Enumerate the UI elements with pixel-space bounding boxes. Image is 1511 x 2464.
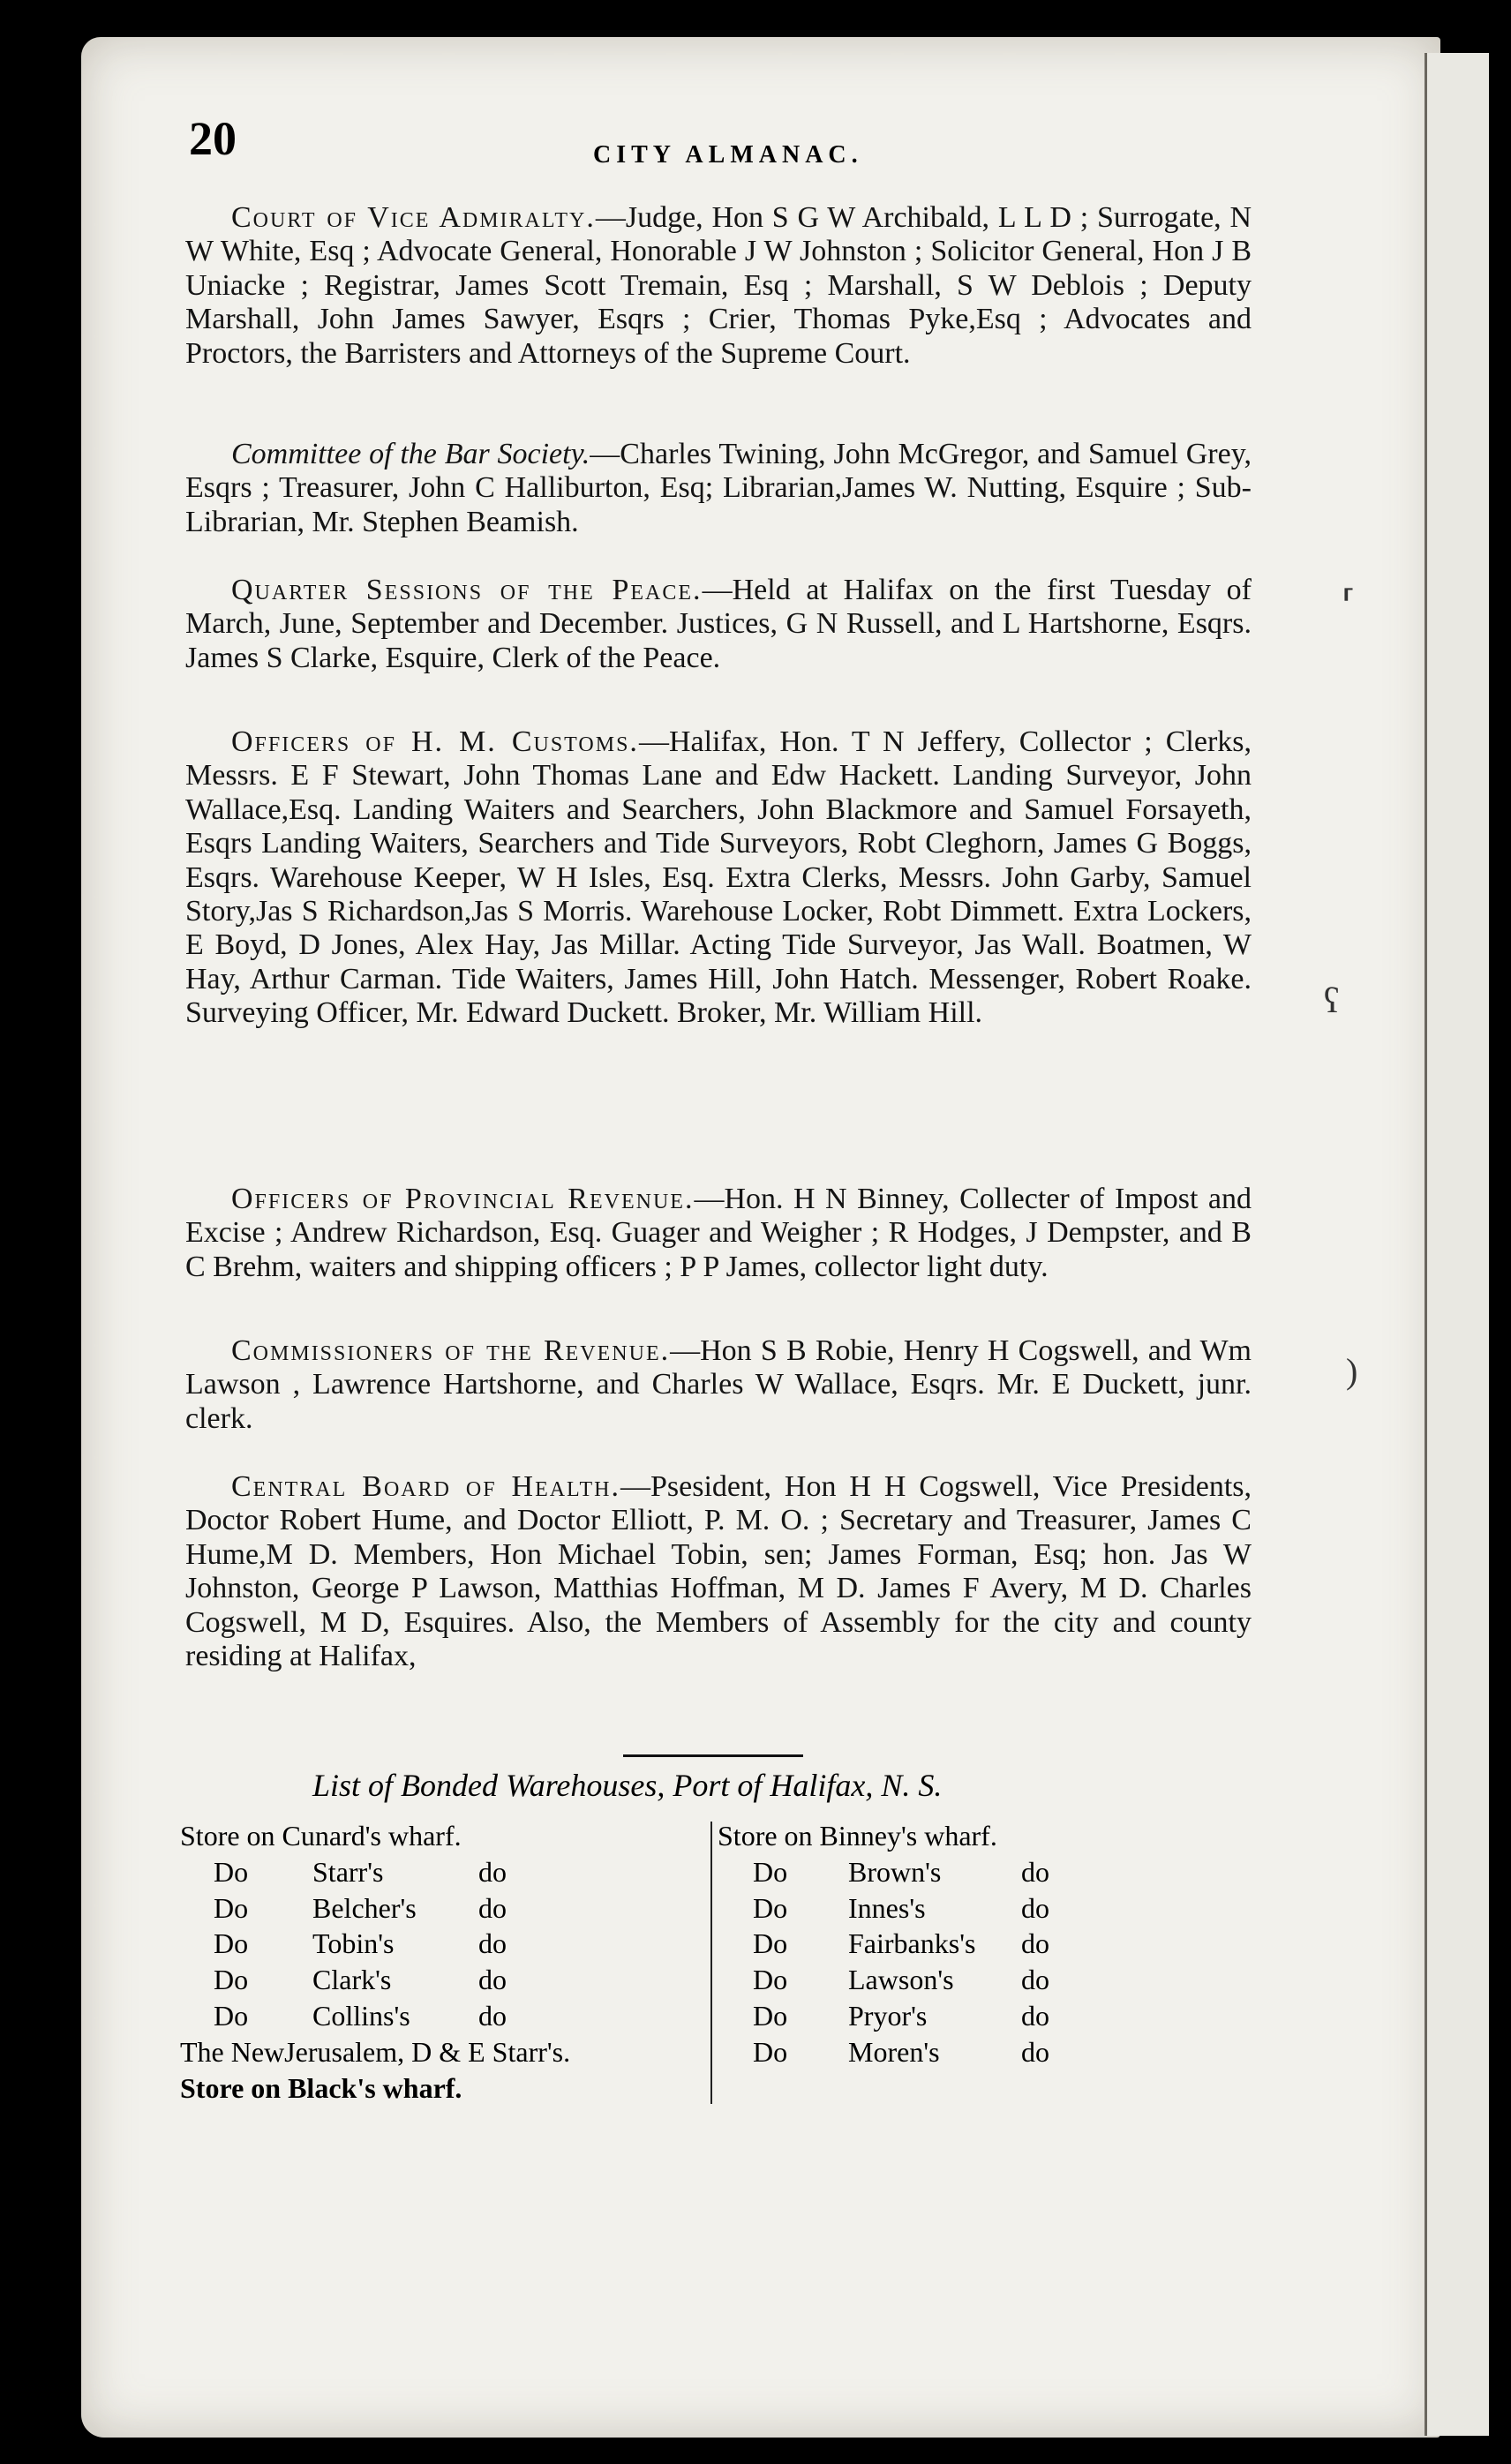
warehouse-ditto: do [478,1927,507,1960]
section-heading: Court of Vice Admiralty. [231,201,596,234]
warehouse-store: Store on Black's wharf. [180,2071,462,2104]
section-text: —Held at Halifax on the first Tuesday of March, June, September and December. Justices, G N Russell, and L Hartshorne, Esqrs. James S Clarke, Esquire, Clerk of the Peace. [185,574,1252,674]
warehouse-row [718,1962,1159,1998]
warehouse-row [180,1854,710,1890]
warehouse-row [718,1890,1159,1927]
warehouse-owner: Tobin's [312,1927,395,1960]
warehouse-owner: Starr's [312,1855,384,1888]
warehouse-row [180,1998,710,2034]
warehouse-owner: Fairbanks's [848,1927,976,1960]
paragraph-quarter-sessions [185,574,1252,675]
warehouse-store: Do [214,1855,249,1888]
warehouse-ditto: do [478,1891,507,1924]
warehouse-owner: Moren's [848,2035,940,2068]
margin-mark: ) [1346,1351,1358,1391]
warehouse-row [180,2070,710,2107]
running-head: CITY ALMANAC. [593,141,863,169]
warehouse-ditto: do [478,1999,507,2032]
warehouse-owner: Brown's [848,1855,942,1888]
paragraph-customs [185,725,1252,1031]
warehouse-store: Do [214,1927,249,1960]
warehouse-store: The NewJerusalem, D & E Starr's. [180,2035,571,2068]
paragraph-provincial-revenue [185,1183,1252,1284]
warehouse-ditto: do [1021,1855,1049,1888]
warehouse-row [180,1926,710,1962]
warehouse-row [718,1854,1159,1890]
margin-mark: ʕ [1324,980,1340,1020]
warehouse-store: Do [214,1999,249,2032]
section-rule [623,1754,803,1757]
warehouse-ditto: do [1021,1927,1049,1960]
warehouse-row [180,1818,710,1854]
warehouse-row [718,1998,1159,2034]
section-text: —Judge, Hon S G W Archibald, L L D ; Surrogate, N W White, Esq ; Advocate General, Honorable J W Johnston ; Solicitor General, Hon J B Uniacke ; Registrar, James Scott Tremain, Esq ; Marshall, S W Deblois ; Deputy Marshall, John James Sawyer, Esqrs ; Crier, Thomas Pyke,Esq ; Advocates and Proctors, the Barristers and Attorneys of the Supreme Court. [185,201,1252,370]
warehouse-row [718,1926,1159,1962]
warehouse-ditto: do [1021,2035,1049,2068]
section-heading: Officers of H. M. Customs. [231,725,639,758]
section-heading: Central Board of Health. [231,1470,621,1503]
warehouse-row [180,1890,710,1927]
warehouse-ditto: do [1021,1999,1049,2032]
paragraph-commissioners [185,1334,1252,1436]
section-heading: Committee of the Bar Society. [231,438,590,470]
warehouse-store: Do [214,1964,249,1996]
warehouse-owner: Lawson's [848,1964,954,1996]
section-text: —Psesident, Hon H H Cogswell, Vice Presidents, Doctor Robert Hume, and Doctor Elliott, P. M. O. ; Secretary and Treasurer, James C Hume,M D. Members, Hon Michael Tobin, sen; James Forman, Esq; hon. Jas W Johnston, George P Lawson, Matthias Hoffman, M D. James F Avery, M D. Charles Cogswell, M D, Esquires. Also, the Members of Assembly for the city and county residing at Halifax, [185,1470,1252,1673]
section-text: —Charles Twining, John McGregor, and Samuel Grey, Esqrs ; Treasurer, John C Halliburton, Esq; Librarian,James W. Nutting, Esquire ; Sub-Librarian, Mr. Stephen Beamish. [185,438,1252,538]
warehouse-column-right [718,1818,1159,2070]
warehouse-owner: Innes's [848,1891,926,1924]
warehouse-owner: Pryor's [848,1999,928,2032]
warehouse-owner: Clark's [312,1964,392,1996]
paragraph-vice-admiralty [185,201,1252,371]
warehouse-store: Do [753,1927,788,1960]
warehouse-list-title: List of Bonded Warehouses, Port of Halifax, N. S. [312,1768,943,1803]
warehouse-owner: Collins's [312,1999,410,2032]
paragraph-bar-society [185,438,1252,539]
warehouse-owner: Belcher's [312,1891,417,1924]
warehouse-store: Do [753,1999,788,2032]
warehouse-store: Do [753,1855,788,1888]
margin-mark: ⸢ [1342,583,1356,623]
warehouse-row [718,1818,1159,1854]
warehouse-column-left [180,1818,710,2106]
paragraph-board-of-health [185,1470,1252,1673]
page-number: 20 [189,112,237,165]
warehouse-store: Do [214,1891,249,1924]
warehouse-ditto: do [1021,1964,1049,1996]
warehouse-row [718,2034,1159,2070]
section-text: —Hon S B Robie, Henry H Cogswell, and Wm Lawson , Lawrence Hartshorne, and Charles W Wallace, Esqrs. Mr. E Duckett, junr. clerk. [185,1334,1252,1435]
section-text: —Hon. H N Binney, Collecter of Impost and Excise ; Andrew Richardson, Esq. Guager and Weigher ; R Hodges, J Dempster, and B C Brehm, waiters and shipping officers ; P P James, collector light duty. [185,1183,1252,1283]
warehouse-row [180,1962,710,1998]
warehouse-store: Store on Cunard's wharf. [180,1820,462,1852]
warehouse-store: Do [753,2035,788,2068]
warehouse-ditto: do [478,1964,507,1996]
section-heading: Commissioners of the Revenue. [231,1334,671,1367]
section-heading: Officers of Provincial Revenue. [231,1183,695,1215]
facing-page-edge [1425,53,1489,2436]
section-text: —Halifax, Hon. T N Jeffery, Collector ; Clerks, Messrs. E F Stewart, John Thomas Lane and Edw Hackett. Landing Surveyor, John Wallace,Esq. Landing Waiters and Searchers, John Blackmore and Samuel Forsayeth, Esqrs Landing Waiters, Searchers and Tide Surveyors, Robt Cleghorn, James G Boggs, Esqrs. Warehouse Keeper, W H Isles, Esq. Extra Clerks, Messrs. John Garby, Samuel Story,Jas S Richardson,Jas S Morris. Warehouse Locker, Robt Dimmett. Extra Lockers, E Boyd, D Jones, Alex Hay, Jas Millar. Acting Tide Surveyor, Jas Wall. Boatmen, W Hay, Arthur Carman. Tide Waiters, James Hill, John Hatch. Messenger, Robert Roake. Surveying Officer, Mr. Edward Duckett. Broker, Mr. William Hill. [185,725,1252,1030]
warehouse-store: Do [753,1964,788,1996]
section-heading: Quarter Sessions of the Peace. [231,574,703,606]
warehouse-ditto: do [1021,1891,1049,1924]
column-divider [710,1822,712,2104]
warehouse-row [180,2034,710,2070]
warehouse-store: Do [753,1891,788,1924]
warehouse-ditto: do [478,1855,507,1888]
warehouse-store: Store on Binney's wharf. [718,1820,997,1852]
